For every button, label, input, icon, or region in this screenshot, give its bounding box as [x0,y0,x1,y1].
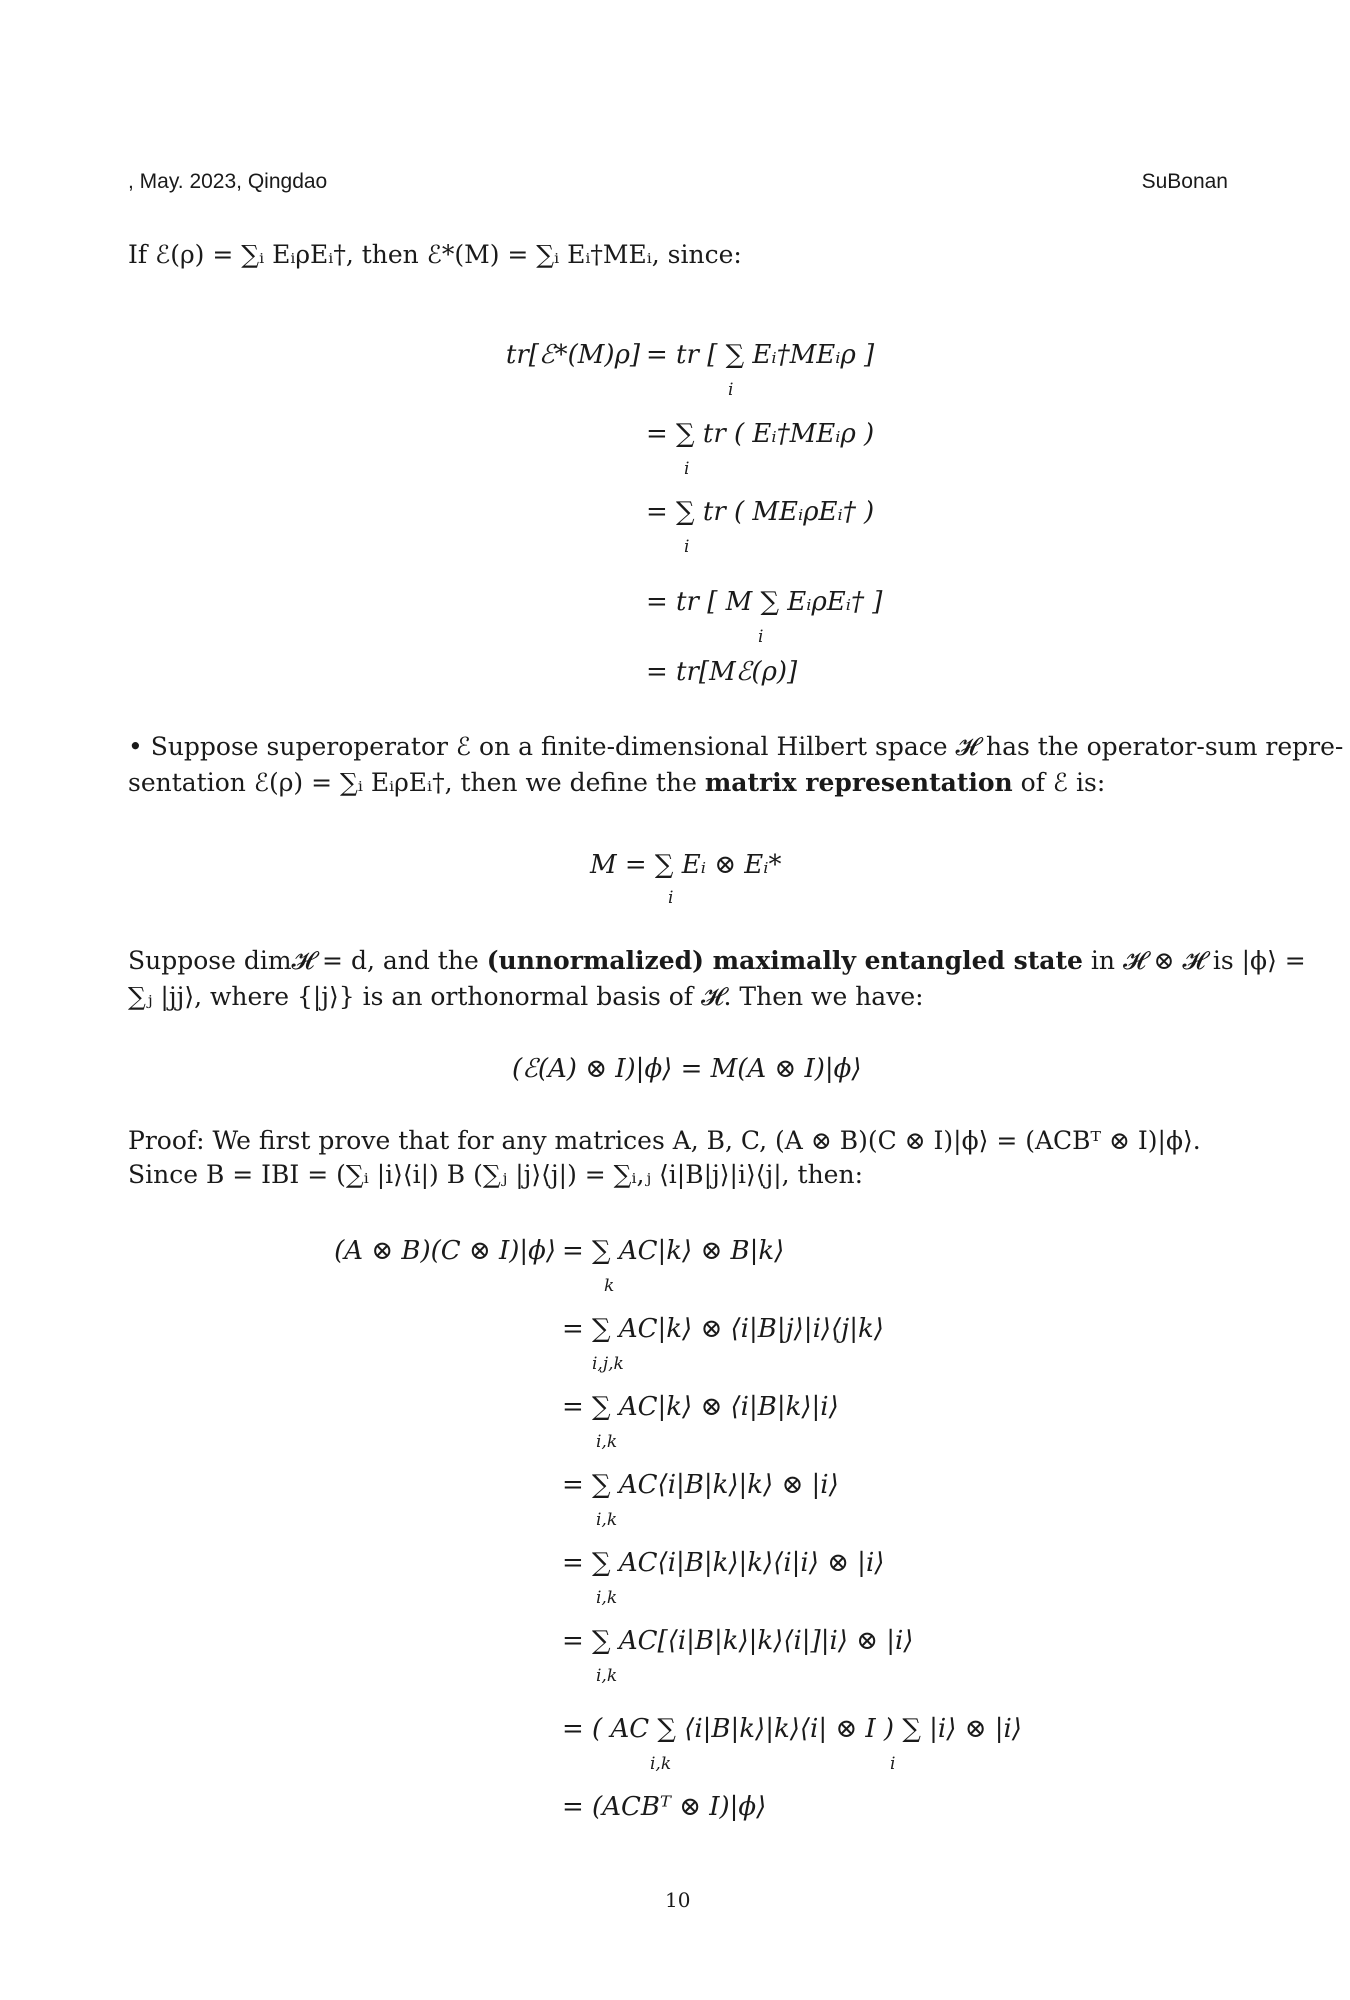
derivation-row-subscript: i [728,380,734,400]
derivation-1-body [646,322,1066,702]
derivation-row: = ∑ AC|k⟩ ⊗ B|k⟩ [562,1236,785,1266]
proof-line-2: Since B = IBI = (∑ᵢ |i⟩⟨i|) B (∑ⱼ |j⟩⟨j|) = ∑ᵢ,ⱼ ⟨i|B|j⟩|i⟩⟨j|, then: [128,1160,863,1189]
derivation-row: = ∑ AC|k⟩ ⊗ ⟨i|B|j⟩|i⟩⟨j|k⟩ [562,1314,884,1344]
page-number: 10 [665,1888,691,1912]
suppose-paragraph-text: Suppose dim𝓗 = d, and the [128,946,487,975]
derivation-row-subscript-2: i [890,1754,896,1774]
derivation-row-subscript: i,k [650,1754,672,1774]
suppose-paragraph-text: in 𝓗 ⊗ 𝓗 is |ϕ⟩ = [1082,946,1306,975]
derivation-row-subscript: i [684,459,690,479]
derivation-1-lhs: tr[ℰ*(M)ρ] [505,340,640,370]
suppose-paragraph-bold-term: (unnormalized) maximally entangled state [486,946,1083,975]
derivation-2-body [562,1222,1122,1852]
derivation-row: = ∑ tr ( MEᵢρEᵢ† ) [646,497,875,527]
derivation-row: = tr [ ∑ Eᵢ†MEᵢρ ] [646,340,875,370]
derivation-row: = ∑ AC|k⟩ ⊗ ⟨i|B|k⟩|i⟩ [562,1392,839,1422]
derivation-row-subscript: i,k [596,1666,618,1686]
bullet-paragraph-text: of ℰ is: [1012,768,1106,797]
bullet-paragraph-text: sentation ℰ(ρ) = ∑ᵢ EᵢρEᵢ†, then we define the [128,768,705,797]
derivation-row: = tr[Mℰ(ρ)] [646,657,798,687]
bullet-paragraph-bold-term: matrix representation [704,768,1013,797]
suppose-paragraph-line-1 [128,944,1306,978]
equation-main: (ℰ(A) ⊗ I)|ϕ⟩ = M(A ⊗ I)|ϕ⟩ [512,1054,862,1084]
derivation-row-subscript: i,j,k [592,1354,624,1374]
derivation-2-lhs: (A ⊗ B)(C ⊗ I)|ϕ⟩ [334,1236,556,1266]
equation-matrix-representation-subscript: i [668,888,674,908]
derivation-row: = ∑ tr ( Eᵢ†MEᵢρ ) [646,419,875,449]
derivation-row-subscript: i,k [596,1432,618,1452]
equation-matrix-representation: M = ∑ Eᵢ ⊗ Eᵢ* [590,850,782,880]
derivation-row-subscript: i [684,537,690,557]
proof-line-1: Proof: We first prove that for any matrices A, B, C, (A ⊗ B)(C ⊗ I)|ϕ⟩ = (ACBᵀ ⊗ I)|ϕ⟩. [128,1126,1201,1155]
derivation-row-subscript: i [758,627,764,647]
bullet-paragraph-line-1: • Suppose superoperator ℰ on a finite-dimensional Hilbert space 𝓗 has the operator-sum repre- [128,732,1344,761]
derivation-row: = (ACBᵀ ⊗ I)|ϕ⟩ [562,1792,767,1822]
bullet-paragraph-line-2 [128,766,1105,800]
derivation-row: = ∑ AC[⟨i|B|k⟩|k⟩⟨i|]|i⟩ ⊗ |i⟩ [562,1626,914,1656]
running-header-left: , May. 2023, Qingdao [128,170,328,193]
derivation-row: = tr [ M ∑ EᵢρEᵢ† ] [646,587,883,617]
intro-line: If ℰ(ρ) = ∑ᵢ EᵢρEᵢ†, then ℰ*(M) = ∑ᵢ Eᵢ†MEᵢ, since: [128,240,742,269]
derivation-row: = ( AC ∑ ⟨i|B|k⟩|k⟩⟨i| ⊗ I ) ∑ |i⟩ ⊗ |i⟩ [562,1714,1022,1744]
derivation-row: = ∑ AC⟨i|B|k⟩|k⟩⟨i|i⟩ ⊗ |i⟩ [562,1548,885,1578]
derivation-row-subscript: i,k [596,1510,618,1530]
derivation-row: = ∑ AC⟨i|B|k⟩|k⟩ ⊗ |i⟩ [562,1470,839,1500]
derivation-row-subscript: i,k [596,1588,618,1608]
suppose-paragraph-line-2: ∑ⱼ |jj⟩, where {|j⟩} is an orthonormal basis of 𝓗. Then we have: [128,982,924,1011]
derivation-row-subscript: k [604,1276,615,1296]
running-header-right: SuBonan [1141,170,1228,193]
